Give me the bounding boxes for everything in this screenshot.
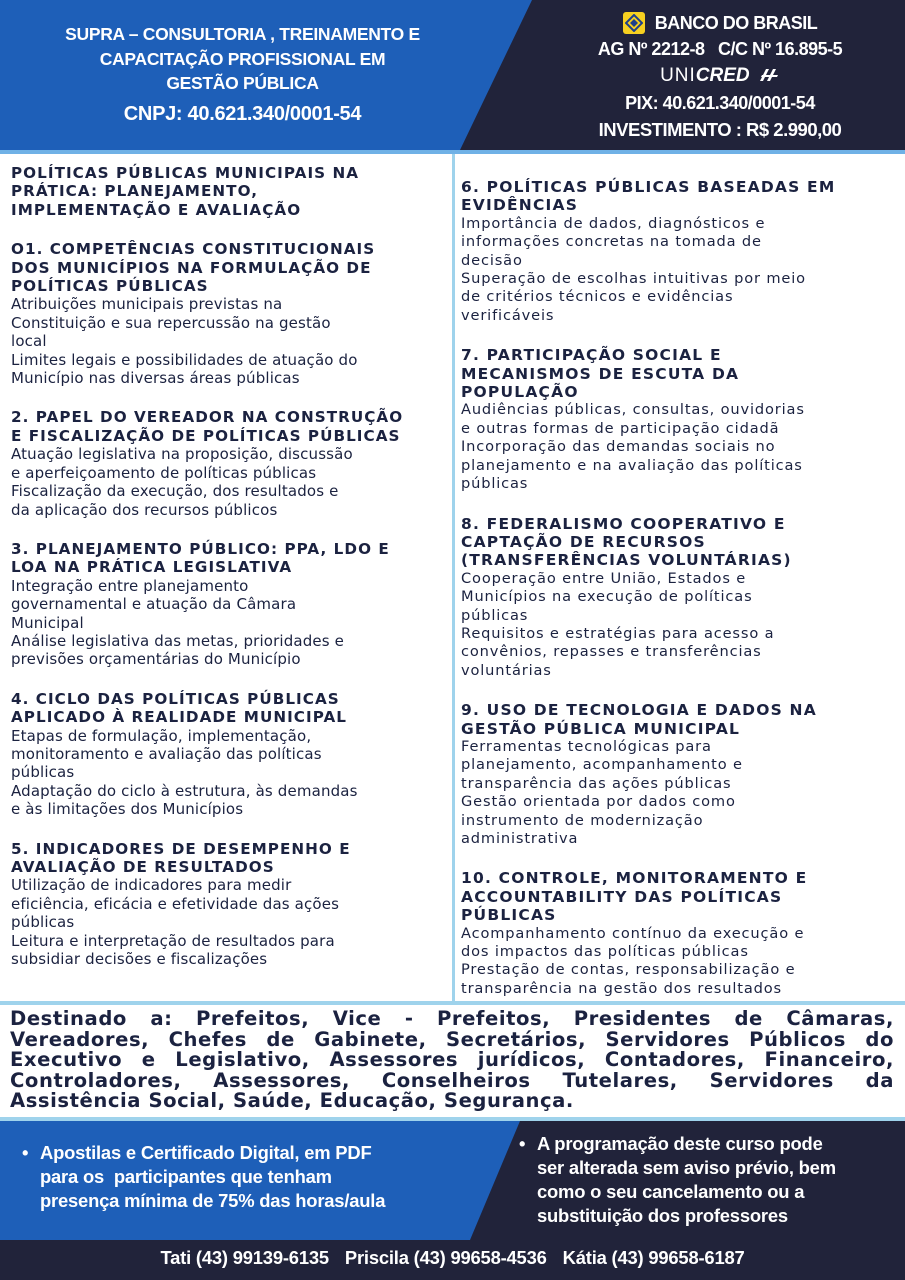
module-topic: governamental e atuação da Câmara <box>11 595 297 614</box>
module-topic: previsões orçamentárias do Município <box>11 650 301 669</box>
module-topic: voluntárias <box>461 661 552 679</box>
block-spacer <box>461 494 901 515</box>
module-topic: Município nas diversas áreas públicas <box>11 369 300 388</box>
module-topic: públicas <box>11 763 75 782</box>
module-title: 8. FEDERALISMO COOPERATIVO E <box>461 514 786 533</box>
contact-katia: Kátia (43) 99658-6187 <box>562 1247 745 1268</box>
block-spacer <box>11 519 447 540</box>
module-topic: Gestão orientada por dados como <box>461 793 736 811</box>
module-topic: e outras formas de participação cidadã <box>461 419 780 437</box>
module-topic: convênios, repasses e transferências <box>461 643 762 661</box>
investment-price: INVESTIMENTO : R$ 2.990,00 <box>598 119 842 140</box>
unicred-logo-icon <box>758 67 780 83</box>
syllabus-module <box>461 869 901 998</box>
module-topic: Leitura e interpretação de resultados para <box>11 931 335 950</box>
company-name <box>30 22 455 96</box>
contact-tati: Tati (43) 99139-6135 <box>160 1247 329 1268</box>
module-title: GESTÃO PÚBLICA MUNICIPAL <box>461 719 741 738</box>
bullet: • <box>519 1133 526 1154</box>
module-topic: instrumento de modernização <box>461 811 704 829</box>
module-topic: e às limitações dos Municípios <box>11 800 244 819</box>
module-topic: Prestação de contas, responsabilização e <box>461 961 796 979</box>
note-line: presença mínima de 75% das horas/aula <box>40 1190 386 1211</box>
block-spacer <box>11 387 447 408</box>
module-title: POLÍTICAS PÚBLICAS MUNICIPAIS NA <box>11 164 360 182</box>
module-topic: Incorporação das demandas sociais no <box>461 438 776 456</box>
module-topic: local <box>11 332 47 351</box>
module-topic: administrativa <box>461 830 579 847</box>
note-line: A programação deste curso pode <box>537 1133 823 1154</box>
module-topic: Municípios na execução de políticas <box>461 588 753 606</box>
module-topic: de critérios técnicos e evidências <box>461 288 734 306</box>
company-cnpj: CNPJ: 40.621.340/0001-54 <box>123 103 362 125</box>
contact-priscila: Priscila (43) 99658-4536 <box>344 1247 547 1268</box>
syllabus-module <box>11 840 447 969</box>
syllabus-divider <box>0 1001 905 1005</box>
contact-list <box>0 1246 905 1270</box>
module-topic: Ferramentas tecnológicas para <box>461 737 712 755</box>
bank-name: BANCO DO BRASIL <box>654 13 818 33</box>
unicred-logo <box>540 63 900 89</box>
company-name-line: SUPRA – CONSULTORIA , TREINAMENTO E <box>65 24 420 44</box>
module-title: CAPTAÇÃO DE RECURSOS <box>461 532 706 551</box>
module-topic: Importância de dados, diagnósticos e <box>461 214 766 232</box>
note-line: ser alterada sem aviso prévio, bem <box>537 1157 836 1178</box>
module-topic: transparência das ações públicas <box>461 774 732 792</box>
module-topic: informações concretas na tomada de <box>461 233 762 251</box>
module-title: E FISCALIZAÇÃO DE POLÍTICAS PÚBLICAS <box>11 426 401 445</box>
module-topic: Audiências públicas, consultas, ouvidorias <box>461 401 805 419</box>
module-topic: Fiscalização da execução, dos resultados e <box>11 482 339 501</box>
module-title: 6. POLÍTICAS PÚBLICAS BASEADAS EM <box>461 178 836 196</box>
module-title: 3. PLANEJAMENTO PÚBLICO: PPA, LDO E <box>11 539 390 558</box>
module-title: 7. PARTICIPAÇÃO SOCIAL E <box>461 346 722 365</box>
module-title: POPULAÇÃO <box>461 383 579 402</box>
note-line: como o seu cancelamento ou a <box>537 1181 805 1202</box>
module-topic: Atribuições municipais previstas na <box>11 295 283 314</box>
bank-agency-account: AG Nº 2212-8 C/C Nº 16.895-5 <box>597 39 843 59</box>
module-title: PÚBLICAS <box>461 906 557 925</box>
module-title: POLÍTICAS PÚBLICAS <box>11 277 209 296</box>
bullet: • <box>22 1142 29 1163</box>
module-title: LOA NA PRÁTICA LEGISLATIVA <box>11 558 293 577</box>
syllabus-module <box>11 164 447 219</box>
block-spacer <box>461 680 901 701</box>
module-topic: decisão <box>461 251 523 269</box>
module-topic: subsidiar decisões e fiscalizações <box>11 950 268 969</box>
module-topic: Requisitos e estratégias para acesso a <box>461 624 775 642</box>
module-title: 2. PAPEL DO VEREADOR NA CONSTRUÇÃO <box>11 408 404 427</box>
certificate-note <box>22 1141 460 1213</box>
block-spacer <box>461 848 901 869</box>
pix-key: PIX: 40.621.340/0001-54 <box>625 93 815 113</box>
module-topic: transparência na gestão dos resultados <box>461 979 782 997</box>
module-topic: verificáveis <box>461 306 555 324</box>
banco-do-brasil-logo-icon <box>623 12 645 34</box>
company-name-line: GESTÃO PÚBLICA <box>166 73 319 93</box>
module-title: O1. COMPETÊNCIAS CONSTITUCIONAIS <box>11 240 376 259</box>
module-title: ACCOUNTABILITY DAS POLÍTICAS <box>461 887 783 906</box>
module-topic: monitoramento e avaliação das políticas <box>11 744 322 763</box>
module-topic: planejamento, acompanhamento e <box>461 756 743 774</box>
syllabus-module <box>461 346 901 493</box>
module-title: APLICADO À REALIDADE MUNICIPAL <box>11 708 348 727</box>
syllabus-module <box>11 540 447 669</box>
module-topic: Etapas de formulação, implementação, <box>11 726 312 745</box>
module-topic: Superação de escolhas intuitivas por meio <box>461 270 806 288</box>
module-title: MECANISMOS DE ESCUTA DA <box>461 364 740 383</box>
syllabus-module <box>11 408 447 518</box>
module-title: DOS MUNICÍPIOS NA FORMULAÇÃO DE <box>11 258 372 277</box>
block-spacer <box>11 669 447 690</box>
syllabus-right-column <box>461 156 901 998</box>
module-topic: dos impactos das políticas públicas <box>461 943 749 961</box>
target-audience: Destinado a: Prefeitos, Vice - Prefeitos, Presidentes de Câmaras, Vereadores, Chefes de Gabinete, Secretários, Servidores Públicos do Executivo e Legislativo, Assessores jurídicos, Contadores, Financeiro, Controladores, Assessores, Conselheiros Tutelares, Servidores da Assistência Social, Saúde, Educação, Segurança. <box>10 1007 894 1112</box>
module-topic: públicas <box>461 475 529 493</box>
module-topic: Limites legais e possibilidades de atuação do <box>11 350 358 369</box>
syllabus-module <box>11 690 447 819</box>
module-title: IMPLEMENTAÇÃO E AVALIAÇÃO <box>11 200 302 219</box>
module-topic: eficiência, eficácia e efetividade das ações <box>11 894 340 913</box>
module-topic: Municipal <box>11 613 84 632</box>
module-topic: Cooperação entre União, Estados e <box>461 569 747 587</box>
module-title: EVIDÊNCIAS <box>461 196 579 215</box>
module-topic: Análise legislativa das metas, prioridades e <box>11 631 345 650</box>
syllabus-module <box>461 701 901 848</box>
module-topic: públicas <box>11 913 75 932</box>
bank-line <box>540 11 900 35</box>
note-line: substituição dos professores <box>537 1205 788 1226</box>
module-topic: Acompanhamento contínuo da execução e <box>461 924 805 942</box>
column-divider <box>452 154 455 1001</box>
module-topic: Adaptação do ciclo à estrutura, às demandas <box>11 781 358 800</box>
module-topic: Utilização de indicadores para medir <box>11 876 292 895</box>
unicred-logo-prefix: UNI <box>660 65 696 86</box>
unicred-logo-suffix: CRED <box>695 65 750 86</box>
module-title: 4. CICLO DAS POLÍTICAS PÚBLICAS <box>11 689 340 708</box>
syllabus-left-column <box>11 156 447 968</box>
module-title: 10. CONTROLE, MONITORAMENTO E <box>461 869 808 888</box>
module-topic: públicas <box>461 606 529 624</box>
schedule-change-note <box>519 1132 897 1228</box>
syllabus-module <box>461 178 901 325</box>
module-title: AVALIAÇÃO DE RESULTADOS <box>11 858 275 876</box>
block-spacer <box>11 819 447 840</box>
module-topic: e aperfeiçoamento de políticas públicas <box>11 463 317 482</box>
module-topic: Atuação legislativa na proposição, discussão <box>11 445 353 464</box>
block-spacer <box>11 219 447 240</box>
module-title: PRÁTICA: PLANEJAMENTO, <box>11 182 259 201</box>
module-title: (TRANSFERÊNCIAS VOLUNTÁRIAS) <box>461 551 792 570</box>
syllabus-module <box>11 240 447 387</box>
block-spacer <box>461 325 901 346</box>
module-title: 9. USO DE TECNOLOGIA E DADOS NA <box>461 701 817 720</box>
module-topic: da aplicação dos recursos públicos <box>11 500 278 519</box>
note-line: para os participantes que tenham <box>40 1166 332 1187</box>
company-name-line: CAPACITAÇÃO PROFISSIONAL EM <box>99 48 386 69</box>
module-topic: Constituição e sua repercussão na gestão <box>11 313 331 332</box>
module-title: 5. INDICADORES DE DESEMPENHO E <box>11 839 351 858</box>
syllabus-module <box>461 515 901 681</box>
module-topic: Integração entre planejamento <box>11 576 249 595</box>
module-topic: planejamento e na avaliação das políticas <box>461 456 803 474</box>
note-line: Apostilas e Certificado Digital, em PDF <box>40 1142 372 1163</box>
